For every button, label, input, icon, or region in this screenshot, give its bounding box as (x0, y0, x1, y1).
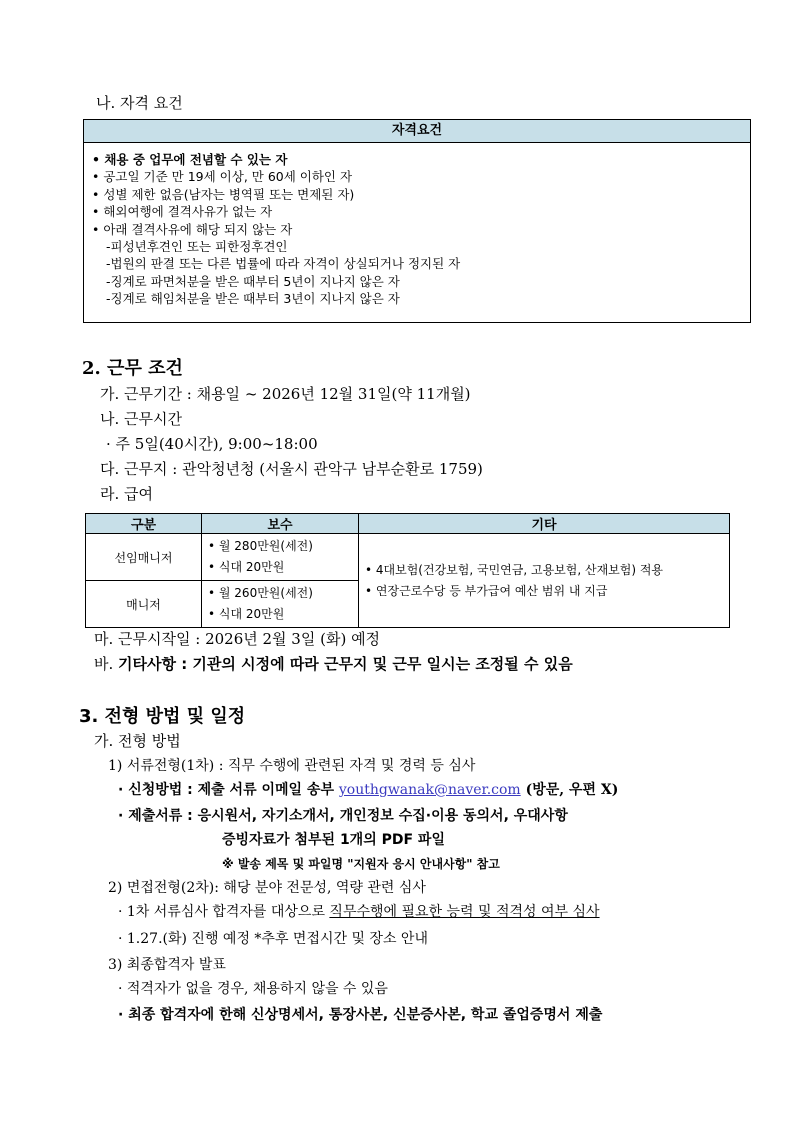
disqualification-item: -징계로 해임처분을 받은 때부터 3년이 지나지 않은 자 (106, 291, 400, 307)
pay-label: 라. 급여 (100, 485, 154, 503)
work-hours-value: · 주 5일(40시간), 9:00~18:00 (106, 435, 318, 453)
step-2-detail-a-prefix: · 1차 서류심사 합격자를 대상으로 (118, 904, 330, 920)
disqualification-item: -징계로 파면처분을 받은 때부터 5년이 지나지 않은 자 (106, 273, 400, 289)
apply-suffix: (방문, 우편 X) (520, 782, 619, 798)
work-hours-label: 나. 근무시간 (100, 410, 182, 428)
etc-insurance: • 4대보험(건강보험, 국민연금, 고용보험, 산재보험) 적용 (365, 562, 664, 577)
docs-line-1: · 제출서류 : 응시원서, 자기소개서, 개인정보 수집·이용 동의서, 우대사항 (118, 808, 568, 824)
step-3-detail-a: · 적격자가 없을 경우, 채용하지 않을 수 있음 (118, 981, 388, 997)
pay-monthly: • 월 260만원(세전) (208, 586, 313, 600)
role-cell: 선임매니저 (86, 534, 202, 581)
pay-meal: • 식대 20만원 (208, 607, 285, 621)
qualification-item: • 공고일 기준 만 19세 이상, 만 60세 이하인 자 (92, 169, 353, 185)
etc-cell (359, 534, 730, 628)
etc-note-prefix: 바. (94, 655, 119, 673)
table-header: 보수 (202, 514, 359, 534)
etc-note (94, 653, 573, 674)
qualification-box (83, 119, 751, 323)
qualification-box-title: 자격요건 (84, 120, 750, 143)
etc-overtime: • 연장근로수당 등 부가급여 예산 범위 내 지급 (365, 583, 608, 598)
pay-cell (202, 581, 359, 628)
step-3: 3) 최종합격자 발표 (108, 957, 226, 973)
qualification-item: • 아래 결격사유에 해당 되지 않는 자 (92, 221, 293, 237)
pay-monthly: • 월 280만원(세전) (208, 539, 313, 553)
step-2-detail-b: · 1.27.(화) 진행 예정 *추후 면접시간 및 장소 안내 (118, 931, 428, 947)
apply-email-link[interactable]: youthgwanak@naver.com (338, 782, 521, 798)
work-place: 다. 근무지 : 관악청년청 (서울시 관악구 남부순환로 1759) (100, 460, 483, 478)
step-2: 2) 면접전형(2차): 해당 분야 전문성, 역량 관련 심사 (108, 880, 426, 896)
method-label: 가. 전형 방법 (94, 732, 181, 750)
qualification-list (84, 143, 750, 308)
table-header: 기타 (359, 514, 730, 534)
disqualification-item: -피성년후견인 또는 피한정후견인 (106, 239, 288, 255)
pay-cell (202, 534, 359, 581)
role-cell: 매니저 (86, 581, 202, 628)
step-2-detail-a (118, 901, 600, 921)
table-header: 구분 (86, 514, 202, 534)
section-2-title: 2. 근무 조건 (82, 358, 183, 379)
start-date: 마. 근무시작일 : 2026년 2월 3일 (화) 예정 (94, 630, 381, 648)
qualification-item: • 성별 제한 없음(남자는 병역필 또는 면제된 자) (92, 186, 355, 202)
work-period: 가. 근무기간 : 채용일 ~ 2026년 12월 31일(약 11개월) (100, 385, 471, 403)
sub-heading-qualifications: 나. 자격 요건 (96, 94, 183, 112)
apply-prefix: · 신청방법 : 제출 서류 이메일 송부 (118, 782, 339, 798)
disqualification-item: -법원의 판결 또는 다른 법률에 따라 자격이 상실되거나 정지된 자 (106, 256, 461, 272)
docs-note: ※ 발송 제목 및 파일명 "지원자 응시 안내사항" 참고 (222, 857, 500, 871)
qualification-item: • 채용 중 업무에 전념할 수 있는 자 (92, 152, 288, 167)
step-3-detail-b: · 최종 합격자에 한해 신상명세서, 통장사본, 신분증사본, 학교 졸업증명서 제출 (118, 1007, 603, 1023)
apply-method (118, 779, 618, 799)
section-3-title: 3. 전형 방법 및 일정 (79, 706, 246, 727)
step-1: 1) 서류전형(1차) : 직무 수행에 관련된 자격 및 경력 등 심사 (108, 758, 476, 774)
docs-line-2: 증빙자료가 첨부된 1개의 PDF 파일 (222, 832, 445, 848)
etc-note-text: 기타사항 : 기관의 시정에 따라 근무지 및 근무 일시는 조정될 수 있음 (118, 655, 573, 673)
step-2-detail-a-underlined: 직무수행에 필요한 능력 및 적격성 여부 심사 (329, 904, 600, 920)
qualification-item: • 해외여행에 결격사유가 없는 자 (92, 204, 273, 220)
pay-meal: • 식대 20만원 (208, 560, 285, 574)
table-row (86, 534, 730, 581)
salary-table (85, 513, 730, 628)
